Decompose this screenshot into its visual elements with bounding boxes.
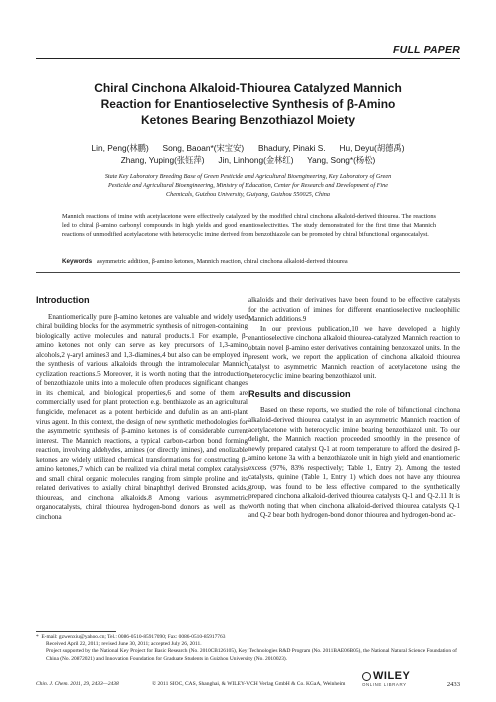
page-number: 2433 xyxy=(446,681,460,688)
footnote-dates: Received April 22, 2011; revised June 30, 2011; accepted July 26, 2011. xyxy=(46,641,202,648)
affiliation-line-1: State Key Laboratory Breeding Base of Green Pesticide and Agricultural Bioengineering, Key Laboratory of Green xyxy=(104,173,392,180)
header-rule xyxy=(36,58,460,59)
continued-paragraph: alkaloids and their derivatives have been found to be effective catalysts for the activation of imines for different enantioselective nucleophilic Mannich additions.9 xyxy=(248,296,460,324)
keywords-rule xyxy=(36,272,460,273)
footnote-funding: Project supported by the National Key Project for Basic Research (No. 2010CB126105), Key Technologies R&D Program (No. 2011BAE06B05), the National Natural Science Foundation of China (No. 20872021) and Innovation Foundation for Graduate Students in Guizhou University (No. 2010023). xyxy=(46,648,457,662)
affiliation xyxy=(40,172,456,199)
affiliation-line-3: Chemicals, Guizhou University, Guiyang, Guizhou 550025, China xyxy=(166,191,330,198)
paper-title xyxy=(54,80,442,128)
wiley-mark-icon xyxy=(362,672,371,681)
footnote-rule xyxy=(36,631,116,632)
introduction-paragraph: Enantiomerically pure β-amino ketones are valuable and widely used chiral building blocks for the asymmetric synthesis of nitrogen-containing biologically active molecules and natural products.1 For example, β-amino ketones not only can serve as key precursors of 1,3-amino alcohols,2 γ-aryl amines3 and 1,3-diamines,4 but also can be employed in the synthesis of various alkaloids through the intramolecular Mannich cyclization reactions.5 Moreover, it is worth noting that the introduction of benzothiazole units into a molecule often produces significant changes in its chemical, and biological properties,6 and some of them are commercially used for plant protection e.g. benthiazole as an agricultural fungicide, mefenacet as a potent herbicide and dufulin as an anti-plant virus agent. In this context, the design of new synthetic methodologies for the asymmetric synthesis of β-amino ketones is of considerable current interest. The Mannich reactions, a typical carbon-carbon bond forming reaction, involving aldehydes, amines (or directly imines), and enolizable ketones are widely utilized chemical transformations for constructing β-amino ketones,7 which can be realized via chiral metal complex catalysis and small chiral organic molecules ranging from simple proline and its related derivatives to axially chiral binaphthyl derived Bronsted acids, thioureas, and cinchona alkaloids.8 Among various asymmetric organocatalysts, chiral thiourea hydrogen-bond donors as well as the cinchona xyxy=(36,312,248,522)
left-column xyxy=(36,296,248,523)
title-line-1: Chiral Cinchona Alkaloid-Thiourea Catalyzed Mannich xyxy=(94,81,402,95)
footnote-contact: * E-mail: gzwenxiu@yahoo.cn; Tel.: 0086-0510-85917090; Fax: 0086-0510-85917763 xyxy=(36,634,226,640)
results-heading: Results and discussion xyxy=(248,388,351,399)
publisher-name: WILEY xyxy=(373,670,411,682)
keywords-label: Keywords xyxy=(62,258,93,265)
introduction-heading: Introduction xyxy=(36,295,90,305)
keywords xyxy=(62,257,436,266)
affiliation-line-2: Pesticide and Agricultural Bioengineering, Ministry of Education, Center for Research and Development of Fine xyxy=(108,182,388,189)
title-line-2: Reaction for Enantioselective Synthesis of β-Amino xyxy=(100,97,396,111)
publisher-sub: ONLINE LIBRARY xyxy=(362,682,407,687)
title-line-3: Ketones Bearing Benzothiazol Moiety xyxy=(140,113,356,127)
section-label: FULL PAPER xyxy=(393,44,460,56)
previous-work-paragraph: In our previous publication,10 we have developed a highly enantioselective cinchona alkaloid thiourea-catalyzed Mannich reaction to obtain novel β-amino ester derivatives containing benzoxazol units. In the present work, we report the application of cinchona alkaloid thiourea catalyst to asymmetric Mannich reaction of acetylacetone using the heterocyclic imine bearing benzothiazol unit. xyxy=(248,324,460,381)
publisher-logo xyxy=(362,670,410,687)
right-column xyxy=(248,296,460,521)
keywords-text: asymmetric addition, β-amino ketones, Mannich reaction, chiral cinchona alkaloid-derived thiourea xyxy=(96,258,348,265)
results-paragraph: Based on these reports, we studied the role of bifunctional cinchona alkaloid-derived thiourea catalyst in an asymmetric Mannich reaction of acetylacetone with heterocyclic imine bearing benzothiazol unit. To our delight, the Mannich reaction proceeded smoothly in the presence of newly prepared catalyst Q-1 at room temperature to afford the desired β-amino ketone 3a with a benzothiazole unit in high yield and enantiomeric excess (97%, 83% respectively; Table 1, Entry 2). Among the tested catalysts, quinine (Table 1, Entry 1) which does not have any thiourea group, was found to be less effective compared to the synthetically prepared cinchona alkaloid-derived thiourea catalysts Q-1 and Q-2.11 It is worth noting that when cinchona alkaloid-derived thiourea catalysts Q-1 and Q-2 bear both hydrogen-bond donor thiourea and hydrogen-bond ac- xyxy=(248,406,460,520)
footnotes xyxy=(36,634,460,663)
authors-line-2: Zhang, Yuping(张钰萍) Jin, Linhong(金林红) Yang, Song*(杨松) xyxy=(120,155,376,165)
author-list xyxy=(60,142,436,166)
copyright-line: © 2011 SIOC, CAS, Shanghai, & WILEY-VCH Verlag GmbH & Co. KGaA, Weinheim xyxy=(152,681,346,687)
abstract: Mannich reactions of imine with acetylacetone were effectively catalyzed by the modified chiral cinchona alkaloid-derived thiourea. The reactions led to chiral β-amino carbonyl compounds in high yields and good enantioselectivities. The study demonstrated for the first time that Mannich reactions of unmodified acetylacetone with heterocyclic imine derived from benzothiazole can be promoted by chiral bifunctional organocatalyst. xyxy=(62,213,436,239)
journal-citation: Chin. J. Chem. 2011, 29, 2433—2438 xyxy=(36,681,119,687)
authors-line-1: Lin, Peng(林鹏) Song, Baoan*(宋宝安) Bhadury, Pinaki S. Hu, Deyu(胡德禹) xyxy=(91,143,405,153)
